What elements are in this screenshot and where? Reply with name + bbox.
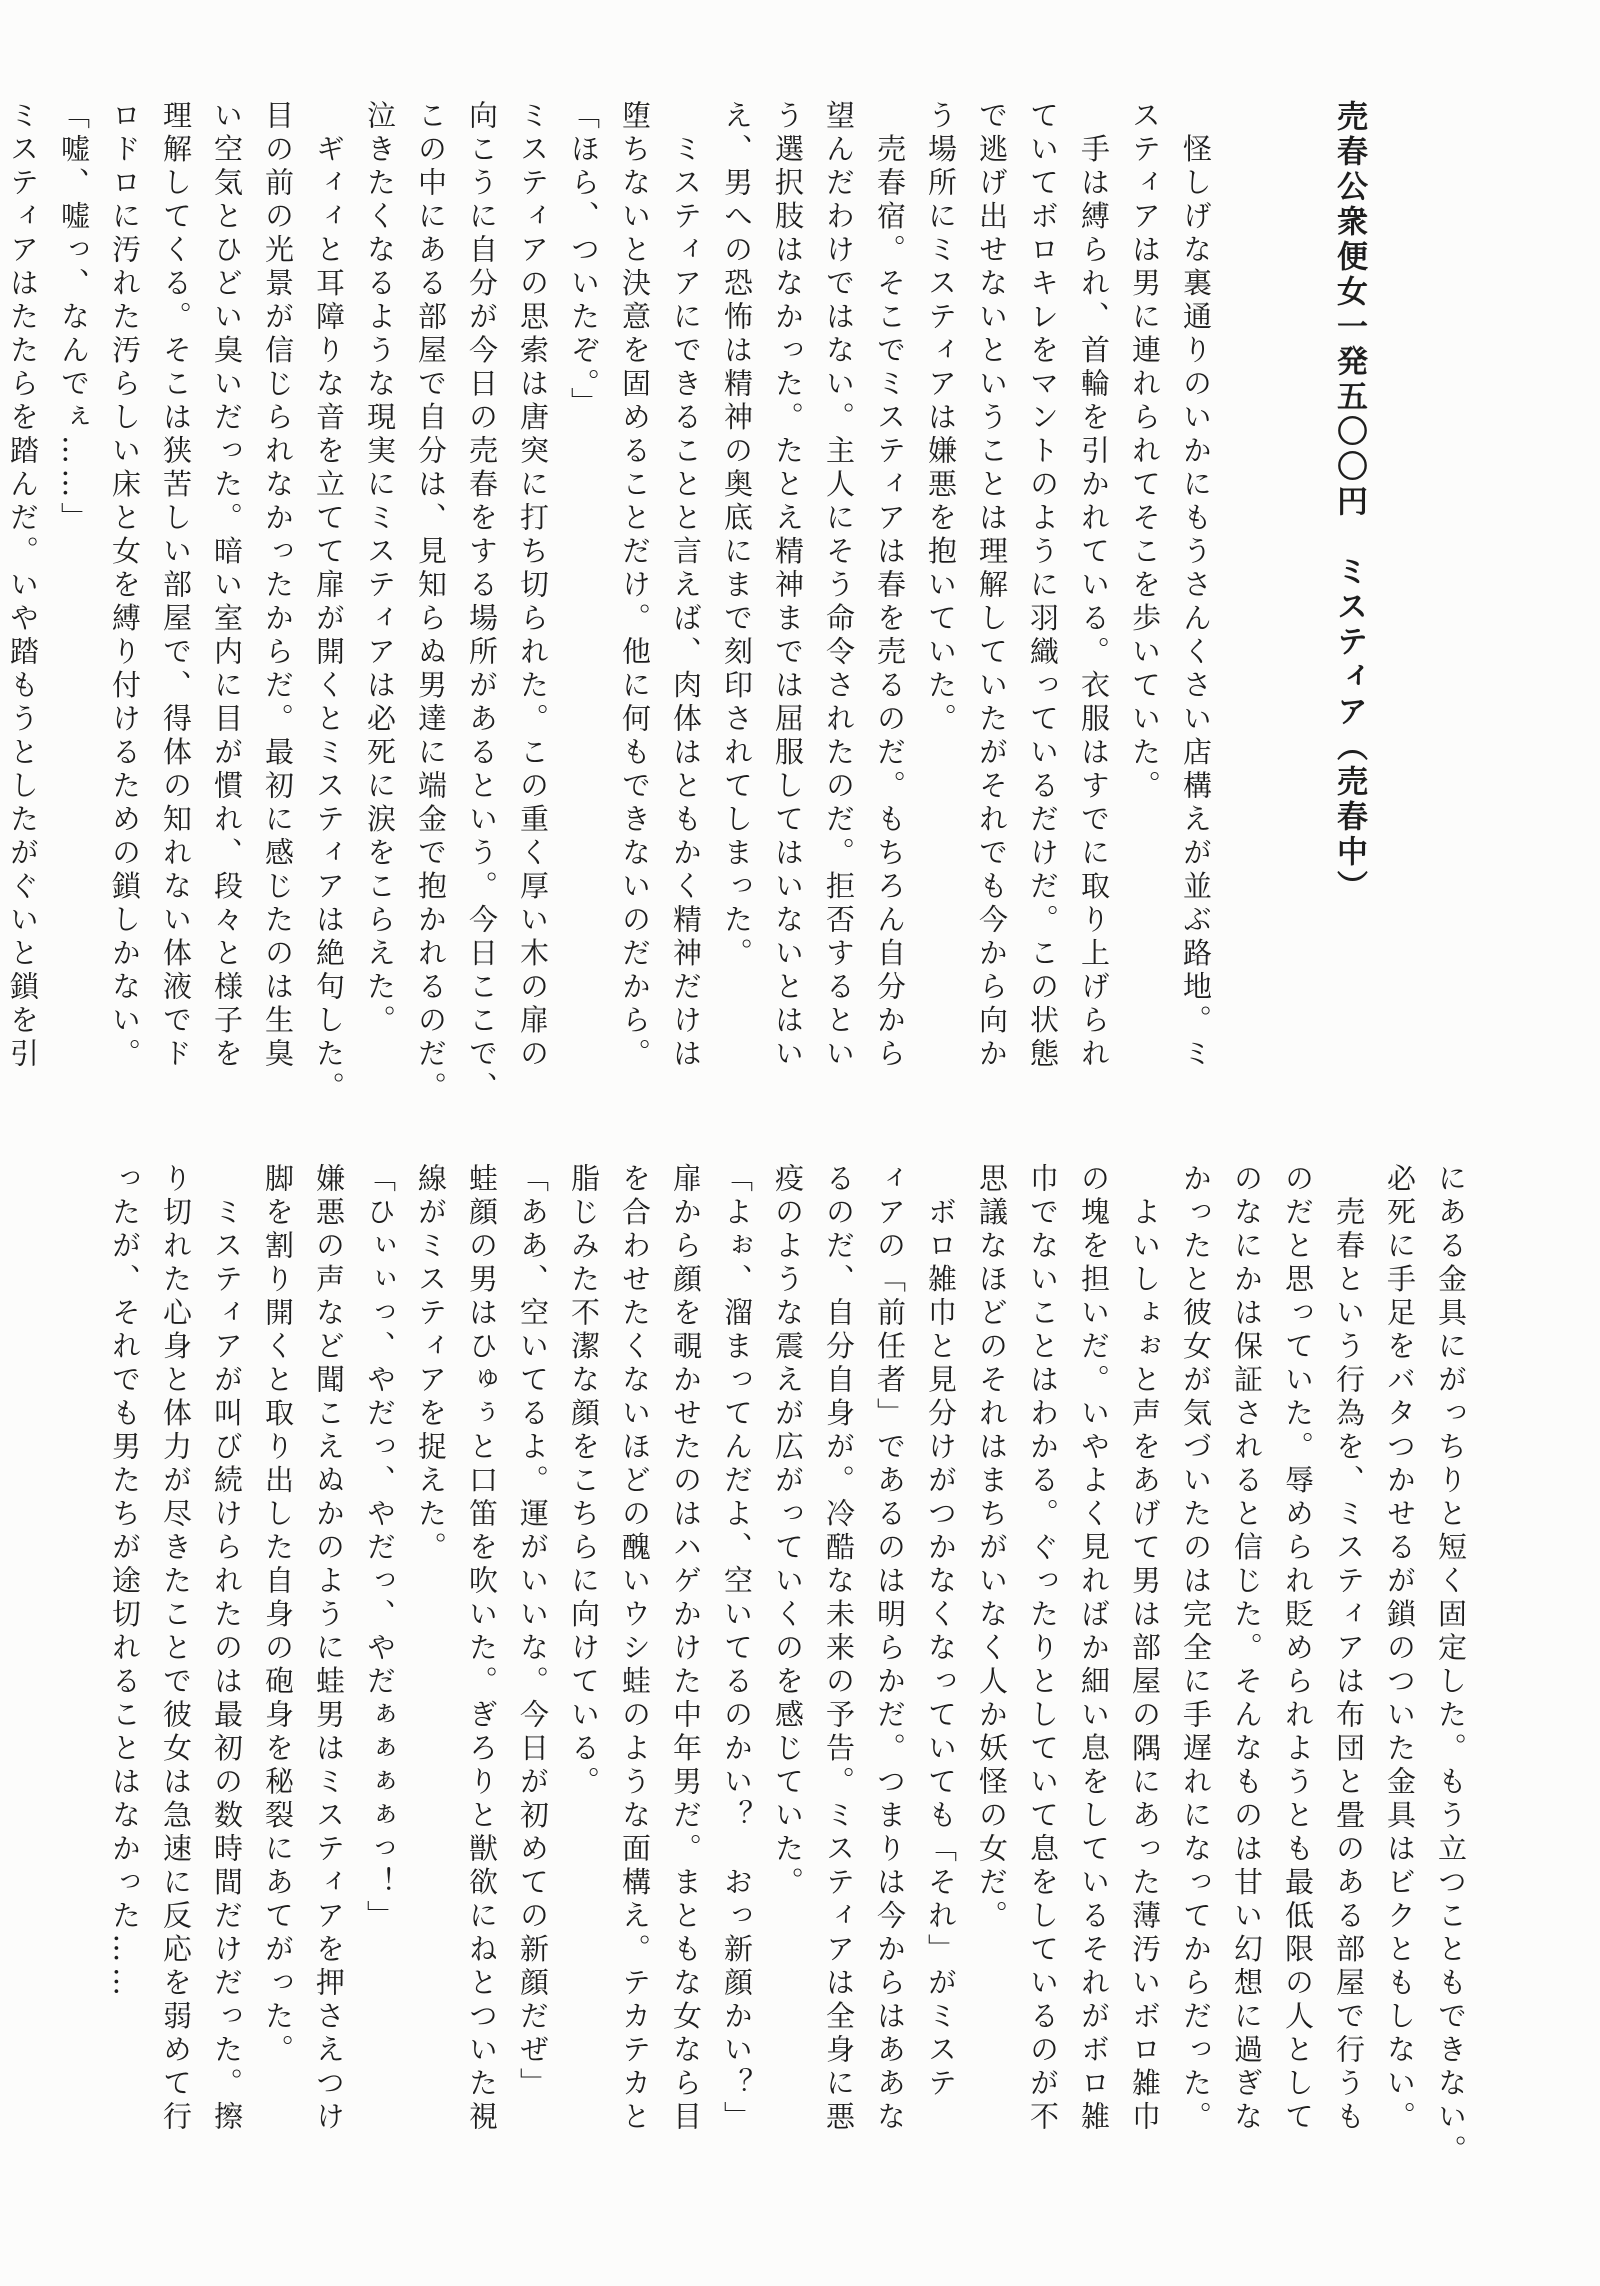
text-column: を合わせたくないほどの醜いウシ蛙のような面構え。テカテカと [618, 1163, 652, 2135]
text-column: のだと思っていた。辱められ貶められようとも最低限の人として [1281, 1163, 1315, 2135]
text-column: 蛙顔の男はひゅぅと口笛を吹いた。ぎろりと獣欲にねとついた視 [465, 1163, 499, 2135]
text-column: ミスティアはたたらを踏んだ。いや踏もうとしたがぐいと鎖を引 [6, 100, 40, 1072]
text-column: 思議なほどのそれはまちがいなく人か妖怪の女だ。 [975, 1163, 1009, 1934]
text-column: で逃げ出せないということは理解していたがそれでも今から向か [975, 100, 1009, 1072]
text-column: 脂じみた不潔な顔をこちらに向けている。 [567, 1163, 601, 1800]
text-column: ィアの「前任者」であるのは明らかだ。つまりは今からはああな [873, 1163, 907, 2135]
text-column: 目の前の光景が信じられなかったからだ。最初に感じたのは生臭 [261, 100, 295, 1072]
text-column: 泣きたくなるような現実にミスティアは必死に涙をこらえた。 [363, 100, 397, 1038]
text-column: 嫌悪の声など聞こえぬかのように蛙男はミスティアを押さえつけ [312, 1163, 346, 2135]
text-column: 必死に手足をバタつかせるが鎖のついた金具はビクともしない。 [1383, 1163, 1417, 2135]
text-column: るのだ、自分自身が。冷酷な未来の予告。ミスティアは全身に悪 [822, 1163, 856, 2135]
text-column: 望んだわけではない。主人にそう命令されたのだ。拒否するとい [822, 100, 856, 1072]
text-column: ていてボロキレをマントのように羽織っているだけだ。この状態 [1026, 100, 1060, 1072]
text-column: 疫のような震えが広がっていくのを感じていた。 [771, 1163, 805, 1900]
text-column: 「ほら、ついたぞ。」 [567, 100, 601, 421]
text-column: 脚を割り開くと取り出した自身の砲身を秘裂にあてがった。 [261, 1163, 295, 2068]
text-column: 売春宿。そこでミスティアは春を売るのだ。もちろん自分から [873, 100, 907, 1072]
text-column: ミスティアが叫び続けられたのは最初の数時間だけだった。擦 [210, 1163, 244, 2135]
text-column: 理解してくる。そこは狭苦しい部屋で、得体の知れない体液でド [159, 100, 193, 1072]
text-column: 堕ちないと決意を固めることだけ。他に何もできないのだから。 [618, 100, 652, 1072]
text-column: 扉から顔を覗かせたのはハゲかけた中年男だ。まともな女なら目 [669, 1163, 703, 2135]
text-column: ギィィと耳障りな音を立てて扉が開くとミスティアは絶句した。 [312, 100, 346, 1105]
text-column: え、男への恐怖は精神の奥底にまで刻印されてしまった。 [720, 100, 754, 971]
text-column: ボロ雑巾と見分けがつかなくなっていても「それ」がミステ [924, 1163, 958, 2101]
text-column: ったが、それでも男たちが途切れることはなかった…… [108, 1163, 142, 2001]
text-column: かったと彼女が気づいたのは完全に手遅れになってからだった。 [1179, 1163, 1213, 2135]
text-block-bottom [99, 1163, 1476, 2208]
text-column: 「よぉ、溜まってんだよ、空いてるのかい？ おっ新顔かい？」 [720, 1163, 754, 2135]
text-column: ミスティアにできることと言えば、肉体はともかく精神だけは [669, 100, 703, 1072]
text-column: 怪しげな裏通りのいかにもうさんくさい店構えが並ぶ路地。ミ [1179, 100, 1213, 1072]
text-column: 「嘘、嘘っ、なんでぇ……」 [57, 100, 91, 536]
text-column: い空気とひどい臭いだった。暗い室内に目が慣れ、段々と様子を [210, 100, 244, 1072]
text-column: のなにかは保証されると信じた。そんなものは甘い幻想に過ぎな [1230, 1163, 1264, 2135]
text-column: スティアは男に連れられてそこを歩いていた。 [1128, 100, 1162, 804]
text-column: 売春という行為を、ミスティアは布団と畳のある部屋で行うも [1332, 1163, 1366, 2135]
text-column: う場所にミスティアは嫌悪を抱いていた。 [924, 100, 958, 737]
text-column: う選択肢はなかった。たとえ精神までは屈服してはいないとはい [771, 100, 805, 1072]
text-column: 手は縛られ、首輪を引かれている。衣服はすでに取り上げられ [1077, 100, 1111, 1072]
text-column: 「ひぃぃっ、やだっ、やだっ、やだぁぁぁぁっ！」 [363, 1163, 397, 1934]
text-column: にある金具にがっちりと短く固定した。もう立つこともできない。 [1434, 1163, 1468, 2168]
text-column: この中にある部屋で自分は、見知らぬ男達に端金で抱かれるのだ。 [414, 100, 448, 1105]
text-column: ロドロに汚れた汚らしい床と女を縛り付けるための鎖しかない。 [108, 100, 142, 1072]
text-column: り切れた心身と体力が尽きたことで彼女は急速に反応を弱めて行 [159, 1163, 193, 2135]
story-title: 売春公衆便女一発五〇〇円 ミスティア（売春中） [1331, 100, 1367, 905]
text-column: 向こうに自分が今日の売春をする場所があるという。今日ここで、 [465, 100, 499, 1105]
text-column: 巾でないことはわかる。ぐったりとしていて息をしているのが不 [1026, 1163, 1060, 2135]
text-column: 線がミスティアを捉えた。 [414, 1163, 448, 1565]
text-block-top [0, 100, 1476, 1145]
text-column: の塊を担いだ。いやよく見ればか細い息をしているそれがボロ雑 [1077, 1163, 1111, 2135]
text-column: よいしょぉと声をあげて男は部屋の隅にあった薄汚いボロ雑巾 [1128, 1163, 1162, 2135]
text-column: ミスティアの思索は唐突に打ち切られた。この重く厚い木の扉の [516, 100, 550, 1072]
text-column: 「ああ、空いてるよ。運がいいな。今日が初めての新顔だぜ」 [516, 1163, 550, 2101]
